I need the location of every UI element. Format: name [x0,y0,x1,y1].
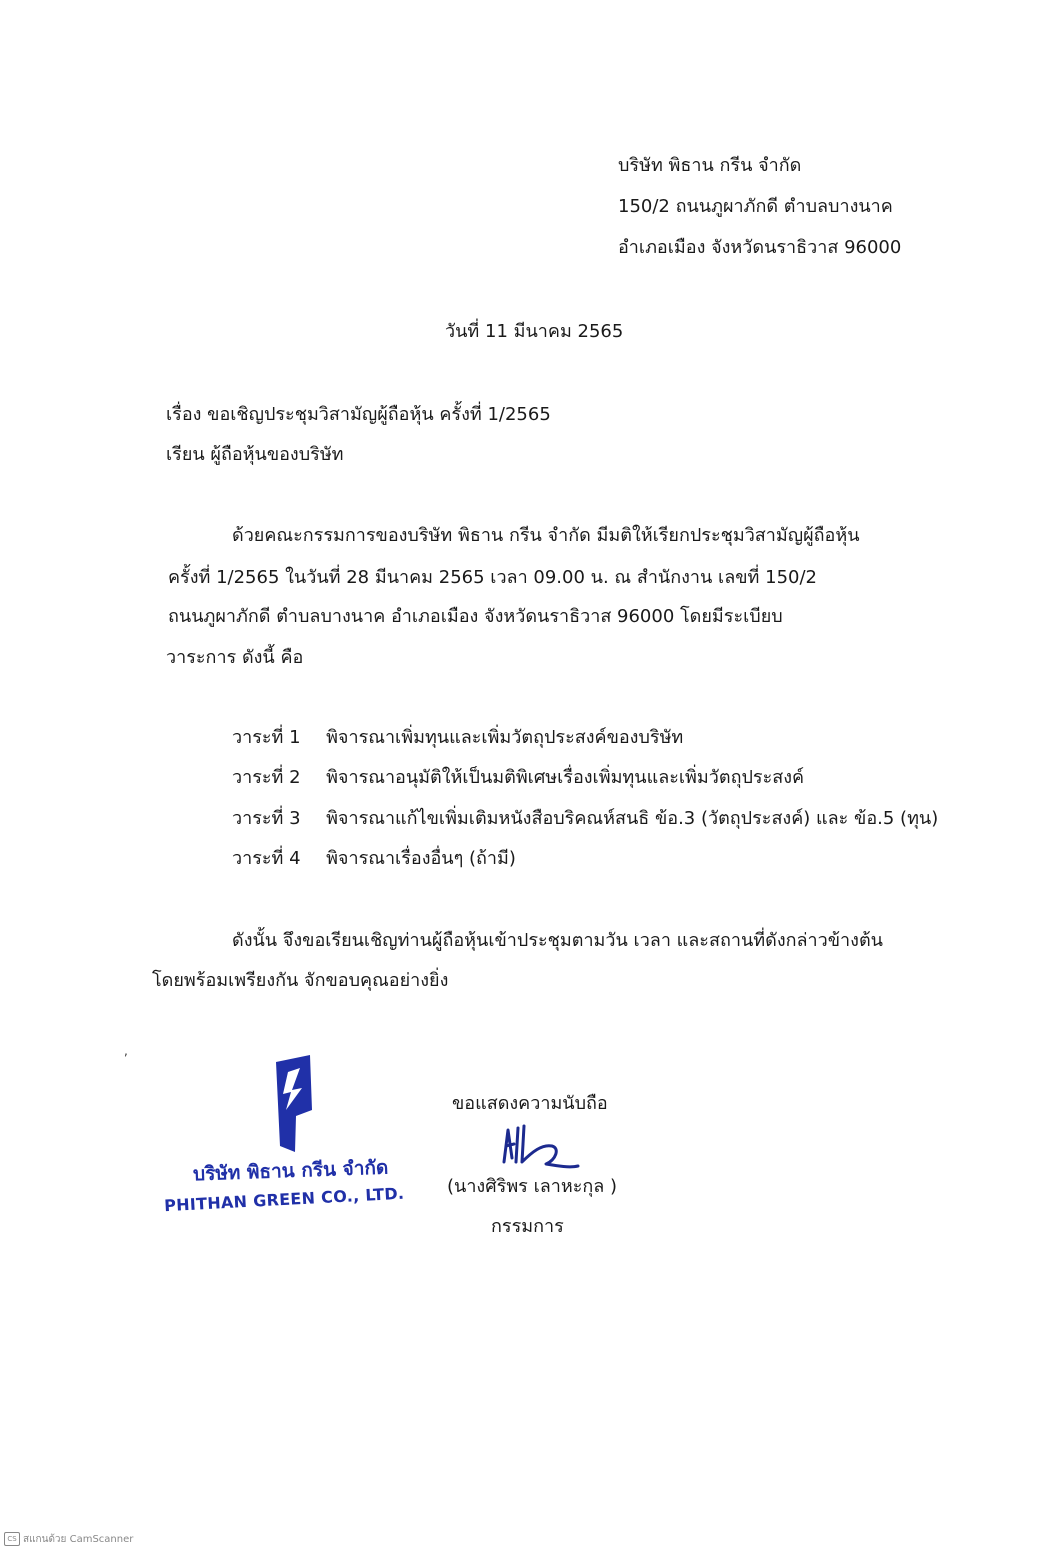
company-stamp [160,1050,420,1230]
signatory-title: กรรมการ [491,1216,564,1237]
stamp-company-en: PHITHAN GREEN CO., LTD. [163,1183,405,1216]
agenda-item [232,848,516,870]
body-line-3: ถนนภูผาภักดี ตำบลบางนาค อำเภอเมือง จังหวัดนราธิวาส 96000 โดยมีระเบียบ [168,606,783,627]
agenda-text: พิจารณาอนุมัติให้เป็นมติพิเศษเรื่องเพิ่มทุนและเพิ่มวัตถุประสงค์ [326,767,805,788]
address-line-1: 150/2 ถนนภูผาภักดี ตำบลบางนาค [618,196,893,217]
agenda-label: วาระที่ 4 [232,848,301,869]
letter-recipient: เรียน ผู้ถือหุ้นของบริษัท [166,444,344,465]
agenda-item [232,727,683,749]
body-line-2: ครั้งที่ 1/2565 ในวันที่ 28 มีนาคม 2565 เวลา 09.00 น. ณ สำนักงาน เลขที่ 150/2 [168,567,817,588]
scanner-footer [4,1532,133,1547]
signature-icon [492,1122,582,1174]
body-line-1: ด้วยคณะกรรมการของบริษัท พิธาน กรีน จำกัด มีมติให้เรียกประชุมวิสามัญผู้ถือหุ้น [232,525,860,546]
agenda-text: พิจารณาแก้ไขเพิ่มเติมหนังสือบริคณห์สนธิ ข้อ.3 (วัตถุประสงค์) และ ข้อ.5 (ทุน) [326,808,939,829]
scanner-footer-text: สแกนด้วย CamScanner [23,1534,134,1545]
agenda-item [232,808,938,830]
body-line-4: วาระการ ดังนี้ คือ [166,647,304,668]
stray-mark: , [124,1044,128,1058]
company-name: บริษัท พิธาน กรีน จำกัด [618,155,802,176]
closing-line-2: โดยพร้อมเพรียงกัน จักขอบคุณอย่างยิ่ง [152,970,449,991]
phithan-logo-icon [160,1050,420,1160]
closing-line-1: ดังนั้น จึงขอเรียนเชิญท่านผู้ถือหุ้นเข้าประชุมตามวัน เวลา และสถานที่ดังกล่าวข้างต้น [232,930,883,951]
agenda-label: วาระที่ 1 [232,727,301,748]
agenda-text: พิจารณาเพิ่มทุนและเพิ่มวัตถุประสงค์ของบริษัท [326,727,684,748]
letter-subject: เรื่อง ขอเชิญประชุมวิสามัญผู้ถือหุ้น ครั้งที่ 1/2565 [166,404,551,425]
letter-date: วันที่ 11 มีนาคม 2565 [445,321,624,342]
address-line-2: อำเภอเมือง จังหวัดนราธิวาส 96000 [618,237,902,258]
agenda-text: พิจารณาเรื่องอื่นๆ (ถ้ามี) [326,848,516,869]
regards-text: ขอแสดงความนับถือ [452,1093,608,1114]
agenda-item [232,767,804,789]
agenda-label: วาระที่ 3 [232,808,301,829]
camscanner-icon: CS [4,1532,20,1546]
signatory-name: (นางศิริพร เลาหะกุล ) [447,1176,618,1197]
stamp-company-th: บริษัท พิธาน กรีน จำกัด [192,1156,389,1186]
agenda-label: วาระที่ 2 [232,767,301,788]
